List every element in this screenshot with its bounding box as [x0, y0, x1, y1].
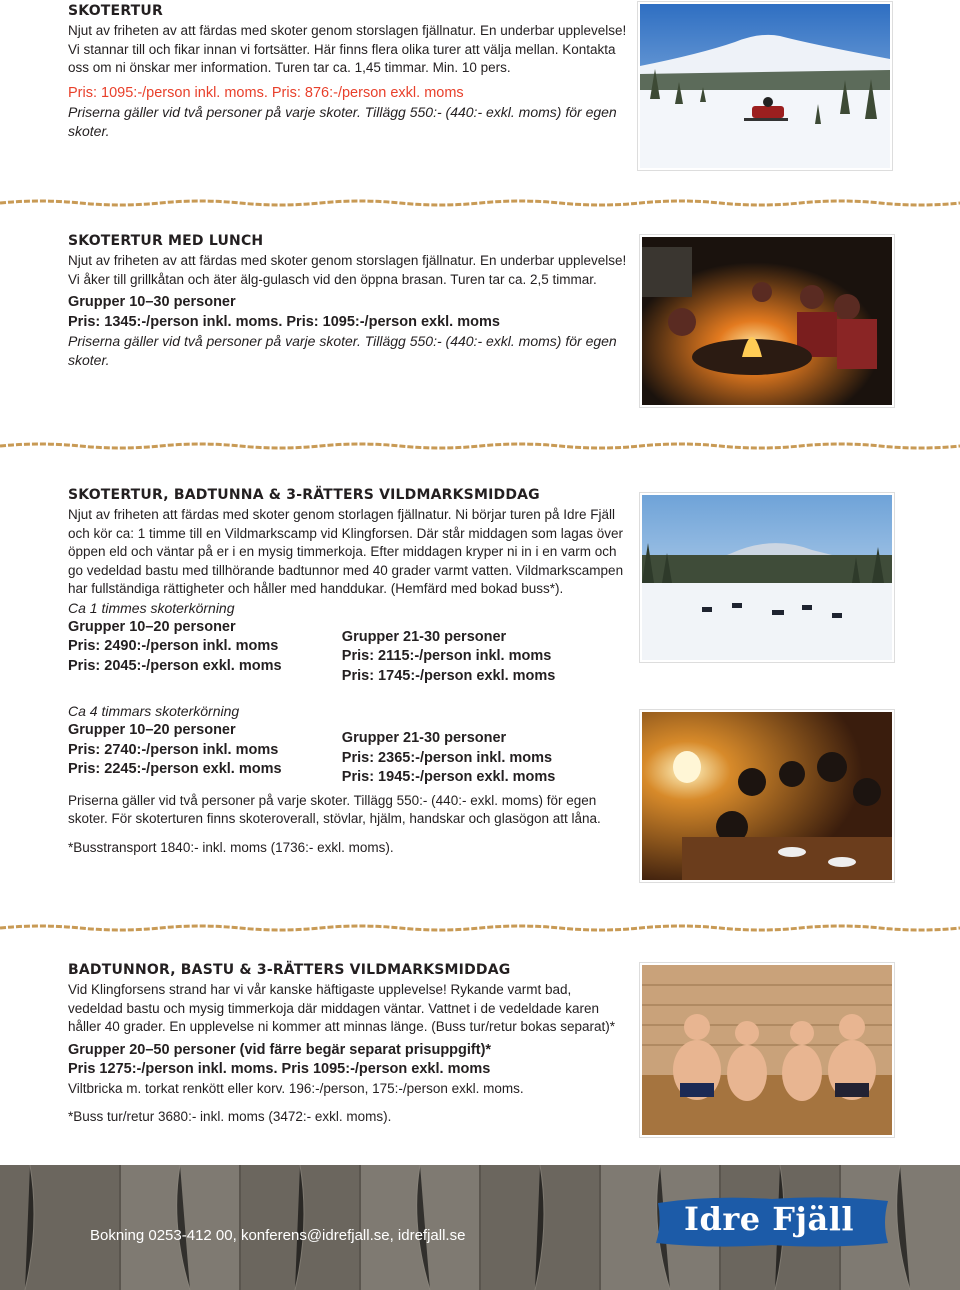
price-columns — [68, 721, 628, 788]
price-line: Pris: 2245:-/person exkl. moms — [68, 761, 282, 777]
bus-note: *Busstransport 1840:- inkl. moms (1736:- exkl. moms). — [68, 839, 394, 855]
price-line: Pris 1275:-/person inkl. moms. Pris 1095:-/person exkl. moms — [68, 1061, 491, 1077]
price-line: Pris: 2365:-/person inkl. moms — [341, 749, 553, 766]
price-line: Pris: 2490:-/person inkl. moms — [68, 638, 279, 654]
group-line: Grupper 10–20 personer — [68, 618, 236, 635]
photo-snowmobile-mountain — [638, 2, 892, 170]
group-line: Grupper 10–30 personer — [68, 294, 236, 310]
price-line: Pris: 1745:-/person exkl. moms — [341, 667, 556, 684]
price-note: Priserna gäller vid två personer på varje skoter. Tillägg 550:- (440:- exkl. moms) för egen skoter. För skoterturen finns skoteroverall, stövlar, hjälm, handskar och glasögon att låna. — [68, 792, 601, 826]
group-line: Grupper 10–20 personer — [68, 722, 236, 738]
extra-line: Viltbricka m. torkat renkött eller korv. 196:-/person, 175:-/person exkl. moms. — [68, 1080, 524, 1096]
section-body: Vid Klingforsens strand har vi vår kanske häftigaste upplevelse! Rykande varmt bad, vedeldad bastu och mysig timmerkoja där middagen väntar. Vattnet i de vedeldade karen håller 40 grader. En upplevelse ni kommer att minnas länge. (Buss tur/retur bokas separat)* — [68, 982, 616, 1034]
section-body: Njut av friheten att färdas med skoter genom storlagen fjällnatur. Ni börjar turen på Idre Fjäll och kör ca: 1 timme till en Vildmarkscamp vid Klingforsen. Där står middagen som lagas över öppen eld och väntar på er i en mysig timmerkoja. Efter middagen kryper ni in i en varm och go vedeldad bastu med tillhörande badtunnor med 40 grader varmt vatten. Vildmarkscampen har fullständiga rättigheter och håller med handdukar. (Hemfärd med bokad buss*). — [68, 507, 624, 596]
option-label: Ca 4 timmars skoterkörning — [68, 703, 240, 719]
section-skotertur — [68, 2, 638, 141]
logo-text: Idre Fjäll — [684, 1200, 855, 1238]
price-note: Priserna gäller vid två personer på varje skoter. Tillägg 550:- (440:- exkl. moms) för egen skoter. — [68, 333, 617, 368]
section-title: BADTUNNOR, BASTU & 3-RÄTTERS VILDMARKSMIDDAG — [68, 962, 511, 978]
rope-divider — [0, 439, 960, 453]
group-line: Grupper 20–50 personer (vid färre begär separat prisuppgift)* — [68, 1041, 492, 1058]
section-badtunnor — [68, 961, 618, 1127]
photo-campfire-lunch — [640, 235, 894, 407]
bus-note: *Buss tur/retur 3680:- inkl. moms (3472:- exkl. moms). — [68, 1109, 392, 1124]
section-skotertur-badtunna — [68, 486, 628, 857]
price-line: Pris: 1945:-/person exkl. moms — [341, 769, 556, 785]
price-columns — [68, 618, 628, 687]
section-body: Njut av friheten av att färdas med skoter genom storslagen fjällnatur. En underbar upplevelse! Vi stannar till och fikar innan vi fortsätter. Här finns flera olika turer att välja mellan. Kontakta oss om ni önskar mer information. Turen tar ca. 1,45 timmar. Min. 10 pers. — [68, 23, 627, 75]
group-line: Grupper 21-30 personer — [341, 628, 507, 645]
photo-snowmobiles-lake — [640, 493, 894, 662]
price-line: Pris: 1345:-/person inkl. moms. Pris: 1095:-/person exkl. moms — [68, 313, 500, 330]
section-title: SKOTERTUR — [68, 3, 163, 19]
footer-contact: Bokning 0253-412 00, konferens@idrefjall.se, idrefjall.se — [90, 1227, 466, 1244]
price-line: Pris: 1095:-/person inkl. moms. Pris: 876:-/person exkl. moms — [68, 84, 464, 101]
rope-divider — [0, 921, 960, 935]
photo-dinner-cabin — [640, 710, 894, 882]
section-skotertur-lunch — [68, 232, 628, 370]
option-label: Ca 1 timmes skoterkörning — [68, 599, 235, 616]
price-line: Pris: 2740:-/person inkl. moms — [68, 741, 279, 758]
price-line: Pris: 2045:-/person exkl. moms — [68, 657, 282, 674]
price-line: Pris: 2115:-/person inkl. moms — [341, 648, 552, 664]
photo-sauna — [640, 963, 894, 1137]
price-note: Priserna gäller vid två personer på varje skoter. Tillägg 550:- (440:- exkl. moms) för egen skoter. — [68, 104, 617, 139]
group-line: Grupper 21-30 personer — [341, 730, 507, 746]
section-body: Njut av friheten av att färdas med skoter genom storslagen fjällnatur. En underbar upplevelse! Vi åker till grillkåtan och äter älg-gulasch vid den öppna brasan. Turen tar ca. 2,5 timmar. — [68, 253, 627, 287]
rope-divider — [0, 196, 960, 210]
section-title: SKOTERTUR, BADTUNNA & 3-RÄTTERS VILDMARKSMIDDAG — [68, 487, 540, 503]
section-title: SKOTERTUR MED LUNCH — [68, 233, 264, 249]
